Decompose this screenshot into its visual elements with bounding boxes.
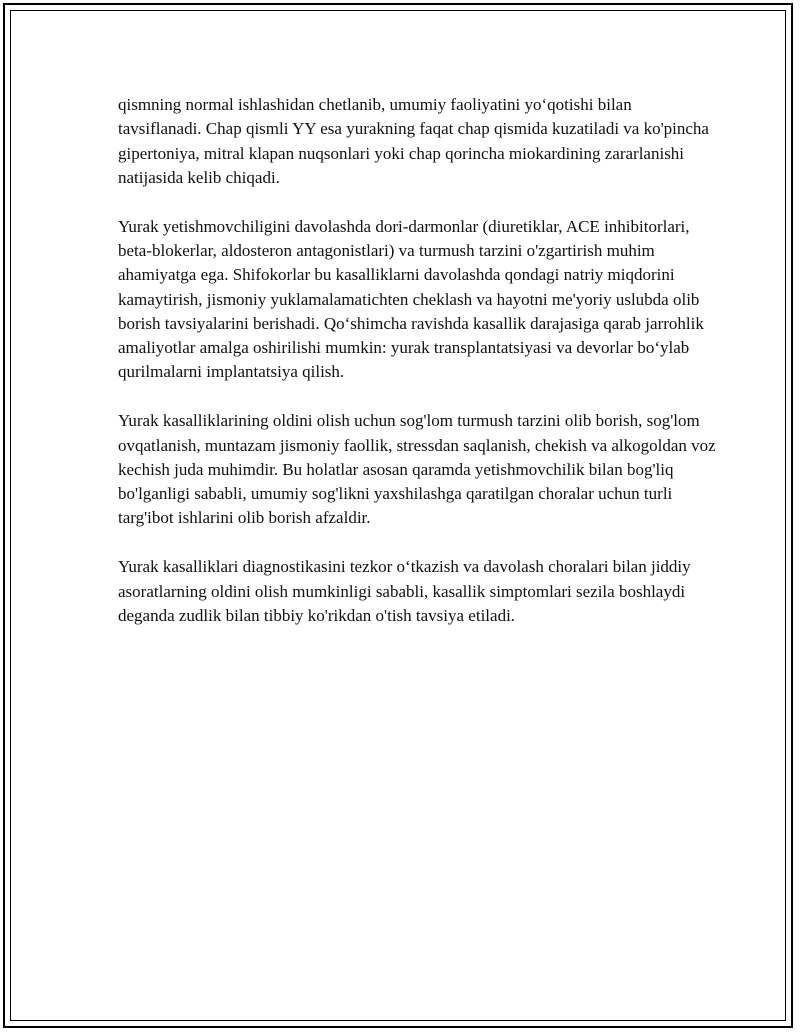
document-body: [118, 93, 718, 653]
paragraph-4: Yurak kasalliklari diagnostikasini tezkor o‘tkazish va davolash choralari bilan jiddiy asoratlarning oldini olish mumkinligi sababli, kasallik simptomlari sezila boshlaydi deganda zudlik bilan tibbiy ko'rikdan o'tish tavsiya etiladi.: [118, 557, 691, 625]
paragraph-1: qismning normal ishlashidan chetlanib, umumiy faoliyatini yo‘qotishi bilan tavsiflanadi. Chap qismli YY esa yurakning faqat chap qismida kuzatiladi va ko'pincha gipertoniya, mitral klapan nuqsonlari yoki chap qorincha miokardining zararlanishi natijasida kelib chiqadi.: [118, 95, 709, 187]
paragraph-3: Yurak kasalliklarining oldini olish uchun sog'lom turmush tarzini olib borish, sog'lom ovqatlanish, muntazam jismoniy faollik, stressdan saqlanish, chekish va alkogoldan voz kechish juda muhimdir. Bu holatlar asosan qaramda yetishmovchilik bilan bog'liq bo'lganligi sababli, umumiy sog'likni yaxshilashga qaratilgan choralar uchun turli targ'ibot ishlarini olib borish afzaldir.: [118, 411, 716, 528]
paragraph-2: Yurak yetishmovchiligini davolashda dori-darmonlar (diuretiklar, ACE inhibitorlari, beta-blokerlar, aldosteron antagonistlari) va turmush tarzini o'zgartirish muhim ahamiyatga ega. Shifokorlar bu kasalliklarni davolashda qondagi natriy miqdorini kamaytirish, jismoniy yuklamalamatichten cheklash va hayotni me'yoriy uslubda olib borish tavsiyalarini berishadi. Qo‘shimcha ravishda kasallik darajasiga qarab jarrohlik amaliyotlar amalga oshirilishi mumkin: yurak transplantatsiyasi va devorlar bo‘ylab qurilmalarni implantatsiya qilish.: [118, 216, 704, 382]
